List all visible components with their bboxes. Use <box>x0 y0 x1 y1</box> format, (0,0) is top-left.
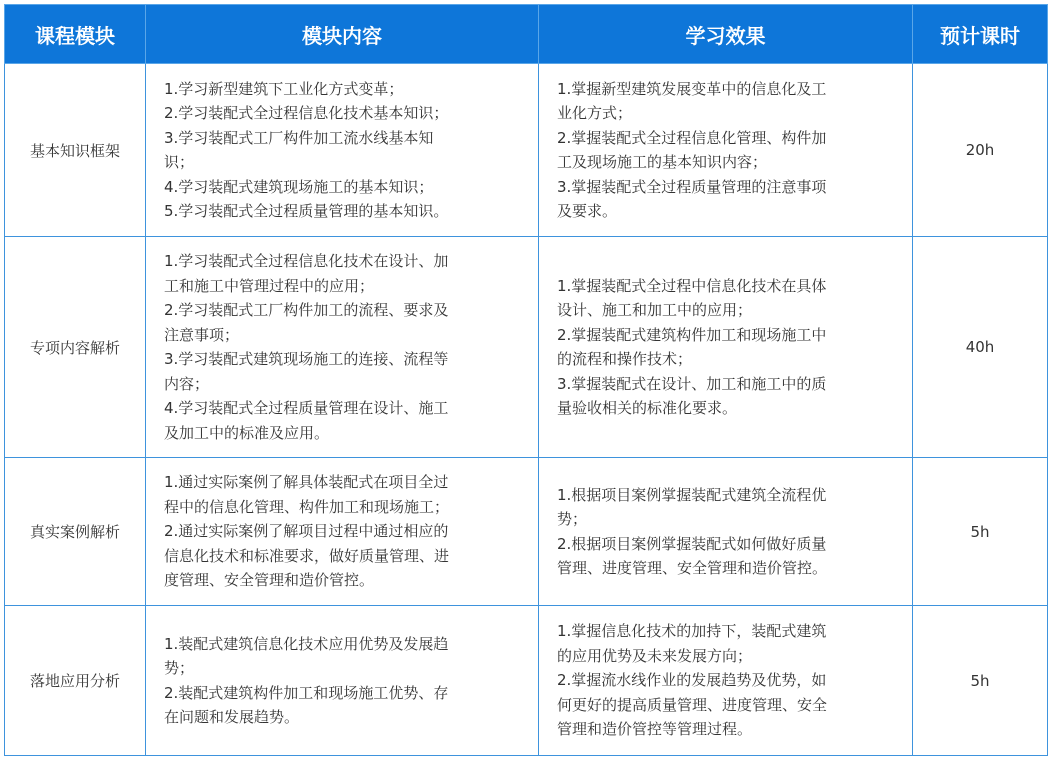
content-line: 4.学习装配式全过程质量管理在设计、施工 <box>164 399 449 417</box>
content-line: 度管理、安全管理和造价管控。 <box>164 571 375 590</box>
module-cell: 真实案例解析 <box>5 458 146 606</box>
effect-cell <box>539 64 913 237</box>
effect-line: 的应用优势及未来发展方向； <box>557 646 753 665</box>
content-cell <box>146 237 539 458</box>
content-line: 1.通过实际案例了解具体装配式在项目全过 <box>164 473 449 492</box>
table-row <box>5 64 1048 237</box>
content-line: 1.学习装配式全过程信息化技术在设计、加 <box>164 252 449 270</box>
effect-line: 3.掌握装配式在设计、加工和施工中的质 <box>557 374 827 393</box>
effect-line: 管理、进度管理、安全管理和造价管控。 <box>557 559 828 577</box>
content-line: 2.通过实际案例了解项目过程中通过相应的 <box>164 522 449 541</box>
header-effect: 学习效果 <box>539 5 913 64</box>
content-line: 势； <box>164 659 195 677</box>
hours-cell: 5h <box>913 606 1048 756</box>
module-cell: 专项内容解析 <box>5 237 146 458</box>
effect-line: 设计、施工和加工中的应用； <box>557 301 753 319</box>
effect-line: 工及现场施工的基本知识内容； <box>557 153 768 171</box>
module-cell: 落地应用分析 <box>5 606 146 756</box>
effect-line: 势； <box>557 510 588 528</box>
content-line: 2.装配式建筑构件加工和现场施工优势、存 <box>164 683 449 702</box>
effect-cell <box>539 606 913 756</box>
content-line: 1.装配式建筑信息化技术应用优势及发展趋 <box>164 634 449 653</box>
curriculum-table <box>4 4 1048 756</box>
effect-line: 2.根据项目案例掌握装配式如何做好质量 <box>557 534 827 553</box>
content-line: 识； <box>164 153 195 171</box>
content-cell <box>146 64 539 237</box>
effect-line: 及要求。 <box>557 202 618 220</box>
table-row <box>5 458 1048 606</box>
effect-line: 1.掌握装配式全过程中信息化技术在具体 <box>557 276 827 295</box>
module-cell: 基本知识框架 <box>5 64 146 237</box>
effect-line: 管理和造价管控等管理过程。 <box>557 720 753 739</box>
content-line: 2.学习装配式全过程信息化技术基本知识； <box>164 104 449 122</box>
effect-line: 1.掌握信息化技术的加持下，装配式建筑 <box>557 622 827 641</box>
content-line: 4.学习装配式建筑现场施工的基本知识； <box>164 177 434 196</box>
content-line: 5.学习装配式全过程质量管理的基本知识。 <box>164 202 449 220</box>
content-line: 3.学习装配式建筑现场施工的连接、流程等 <box>164 350 449 368</box>
content-line: 2.学习装配式工厂构件加工的流程、要求及 <box>164 301 449 319</box>
header-module: 课程模块 <box>5 5 146 64</box>
content-line: 及加工中的标准及应用。 <box>164 423 330 442</box>
effect-line: 的流程和操作技术； <box>557 350 693 368</box>
effect-line: 2.掌握装配式建筑构件加工和现场施工中 <box>557 325 827 344</box>
hours-cell: 40h <box>913 237 1048 458</box>
content-line: 程中的信息化管理、构件加工和现场施工； <box>164 497 450 516</box>
content-cell <box>146 606 539 756</box>
content-line: 信息化技术和标准要求，做好质量管理、进 <box>164 546 450 565</box>
content-line: 注意事项； <box>164 325 240 344</box>
content-cell <box>146 458 539 606</box>
content-line: 1.学习新型建筑下工业化方式变革； <box>164 79 404 98</box>
effect-line: 量验收相关的标准化要求。 <box>557 399 738 417</box>
table-row <box>5 237 1048 458</box>
effect-line: 3.掌握装配式全过程质量管理的注意事项 <box>557 177 827 196</box>
effect-line: 1.掌握新型建筑发展变革中的信息化及工 <box>557 79 827 98</box>
header-hours: 预计课时 <box>913 5 1048 64</box>
effect-line: 何更好的提高质量管理、进度管理、安全 <box>557 695 828 714</box>
effect-cell <box>539 458 913 606</box>
header-content: 模块内容 <box>146 5 539 64</box>
table-header-row <box>5 5 1048 64</box>
content-line: 在问题和发展趋势。 <box>164 708 300 726</box>
effect-line: 2.掌握流水线作业的发展趋势及优势，如 <box>557 671 827 690</box>
hours-cell: 20h <box>913 64 1048 237</box>
effect-line: 1.根据项目案例掌握装配式建筑全流程优 <box>557 485 827 504</box>
effect-line: 2.掌握装配式全过程信息化管理、构件加 <box>557 128 827 147</box>
content-line: 内容； <box>164 374 210 393</box>
effect-cell <box>539 237 913 458</box>
hours-cell: 5h <box>913 458 1048 606</box>
content-line: 3.学习装配式工厂构件加工流水线基本知 <box>164 128 434 147</box>
table-row <box>5 606 1048 756</box>
effect-line: 业化方式； <box>557 104 633 122</box>
content-line: 工和施工中管理过程中的应用； <box>164 276 375 295</box>
